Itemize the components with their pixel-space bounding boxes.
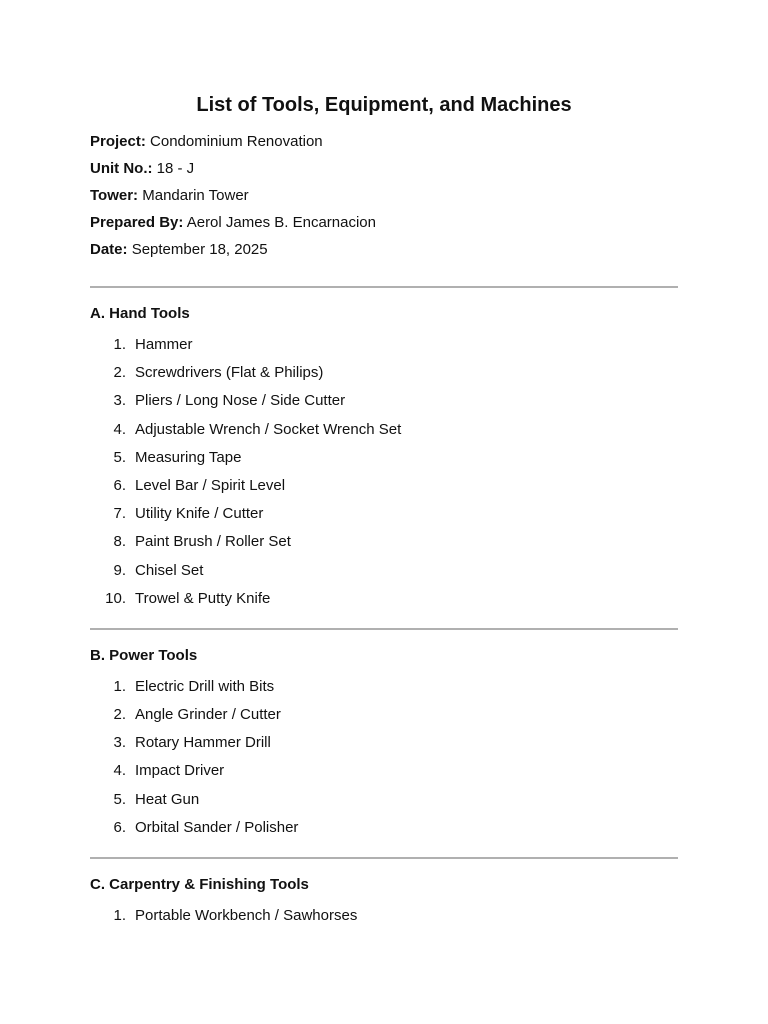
meta-label: Project: [90,133,146,150]
list-item [90,444,678,472]
item-text: Paint Brush / Roller Set [135,533,291,551]
meta-value: 18 - J [156,160,195,177]
item-number: 5. [113,448,126,466]
list-item [90,359,678,387]
list-item [90,585,678,613]
list-item [90,387,678,415]
item-number: 2. [113,706,126,724]
meta-tower [90,182,678,209]
section-heading: C. Carpentry & Finishing Tools [90,876,309,893]
item-number: 1. [113,336,126,353]
list-item [90,902,678,930]
list-item [90,416,678,444]
item-number: 2. [113,364,126,382]
meta-value: Mandarin Tower [142,187,249,204]
item-number: 4. [113,420,126,438]
item-text: Screwdrivers (Flat & Philips) [135,364,324,382]
item-text: Rotary Hammer Drill [135,734,271,752]
list-item [90,472,678,500]
meta-value: Aerol James B. Encarnacion [186,214,376,231]
list-item [90,814,678,842]
section-power-tools [90,630,678,857]
item-text: Portable Workbench / Sawhorses [135,907,358,924]
list-item [90,729,678,757]
list-item [90,786,678,814]
section-carpentry-finishing-tools [90,859,678,945]
item-text: Orbital Sander / Polisher [135,818,299,836]
item-text: Measuring Tape [135,448,242,466]
meta-label: Tower: [90,187,139,204]
item-number: 10. [105,589,126,607]
tool-list [90,673,678,842]
item-number: 6. [113,818,126,836]
section-heading: B. Power Tools [90,646,198,664]
item-text: Hammer [135,336,193,353]
item-text: Electric Drill with Bits [135,677,275,695]
item-text: Trowel & Putty Knife [135,589,271,607]
meta-value: September 18, 2025 [131,241,268,258]
meta-label: Date: [90,241,128,258]
section-hand-tools [90,288,678,628]
item-number: 4. [113,762,126,780]
meta-unit-no [90,155,678,182]
item-number: 3. [113,392,126,410]
meta-date [90,236,678,263]
item-text: Impact Driver [135,762,225,780]
item-text: Chisel Set [135,561,204,579]
item-number: 1. [113,677,126,695]
list-item [90,673,678,701]
document-title: List of Tools, Equipment, and Machines [196,94,572,116]
list-item [90,500,678,528]
meta-prepared-by [90,209,678,236]
meta-label: Unit No.: [90,160,153,177]
meta-project [90,128,678,155]
section-heading: A. Hand Tools [90,305,190,322]
list-item [90,557,678,585]
list-item [90,701,678,729]
item-text: Angle Grinder / Cutter [135,706,281,724]
item-number: 8. [113,533,126,551]
item-text: Utility Knife / Cutter [135,505,264,523]
document-meta [90,128,678,263]
item-number: 1. [113,907,126,924]
meta-value: Condominium Renovation [150,133,323,150]
item-number: 6. [113,476,126,494]
list-item [90,528,678,556]
tool-list [90,902,678,930]
item-number: 7. [113,505,126,523]
item-text: Adjustable Wrench / Socket Wrench Set [135,420,402,438]
list-item [90,331,678,359]
item-number: 3. [113,734,126,752]
item-number: 5. [113,790,126,808]
item-text: Level Bar / Spirit Level [135,476,286,494]
item-text: Heat Gun [135,790,200,808]
tool-list [90,331,678,613]
item-number: 9. [113,561,126,579]
meta-label: Prepared By: [90,214,184,231]
item-text: Pliers / Long Nose / Side Cutter [135,392,346,410]
list-item [90,757,678,785]
